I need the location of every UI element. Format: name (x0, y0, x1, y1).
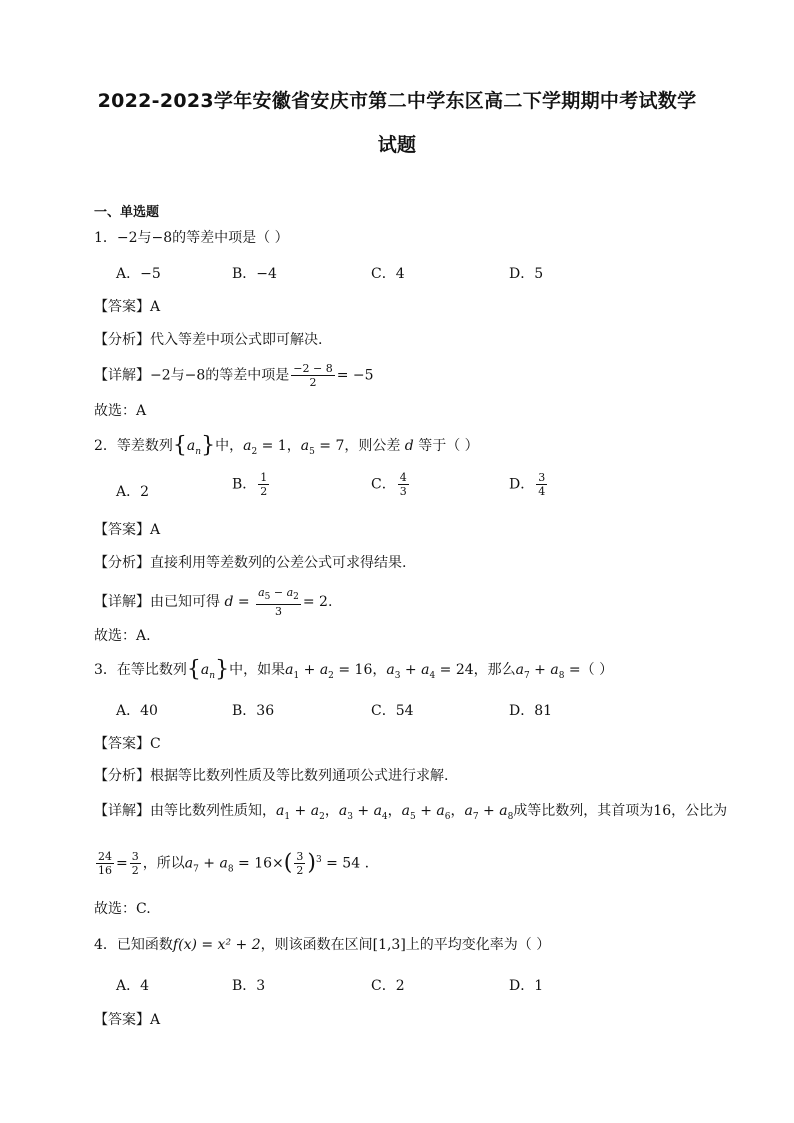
q4-option-c: C．2 (371, 978, 405, 994)
q2-fraction-denominator: 3 (274, 605, 282, 619)
q1-stem: 1．−2与−8的等差中项是（ ） (94, 230, 289, 246)
q1-fraction (291, 362, 334, 389)
q1-fraction-numerator: −2 − 8 (293, 362, 333, 375)
q3-stem-mid: 中，如果 (229, 662, 286, 678)
analysis-tag: 【分析】 (94, 555, 150, 571)
q2-cond1: = 1， (261, 438, 301, 454)
section-heading: 一、单选题 (94, 205, 160, 220)
detail-tag: 【详解】 (94, 594, 150, 611)
q1-options (0, 263, 794, 283)
q3-answer (94, 734, 161, 754)
q4-function: f(x) = x² + 2 (172, 937, 261, 953)
q2-detail-prefix: 由已知可得 (150, 594, 220, 611)
q4-option-a: A．4 (116, 978, 150, 994)
q3-option-c: C．54 (371, 703, 414, 719)
answer-tag: 【答案】 (94, 522, 150, 538)
q2-option-a: A．2 (116, 484, 150, 500)
q3-stem: 3．在等比数列$\{a_n\}$中，如果$a_1 + a_2 = 16$，$a_3 + a_4 = 24$，那么$a_7 + a_8$ =（ ） (94, 657, 614, 682)
q3-options (0, 700, 794, 720)
q2-answer (94, 520, 160, 540)
detail-tag: 【详解】 (94, 803, 150, 819)
q3-exponent: 3 (315, 855, 322, 865)
q1-detail-prefix: −2与−8的等差中项是 (150, 367, 290, 384)
q3-detail-prefix: 由等比数列性质知， (150, 803, 276, 819)
q2-detail: 【详解】由已知可得 d = $\frac{a_5 - a_2}{3}$ = 2. (94, 586, 333, 619)
q2-option-b: B． $\frac{1}{2}$ (232, 471, 268, 498)
q3-detail-mid: 成等比数列，其首项为16，公比为 (513, 803, 728, 819)
q4-option-d: D．1 (509, 978, 544, 994)
detail-tag: 【详解】 (94, 367, 150, 384)
q1-answer (94, 297, 160, 317)
q3-stem-prefix: 3．在等比数列 (94, 662, 187, 678)
q3-detail-continued: $\frac{24}{16}$ = $\frac{3}{2}$ ，所以$a_7 + a_8 = 16\times$( $\frac{3}{2}$ )$^3$ = 54 . (98, 850, 370, 878)
q1-choose: 故选：A (94, 403, 147, 419)
q3-analysis-text: 根据等比数列性质及等比数列通项公式进行求解. (150, 768, 449, 784)
q4-answer (94, 1010, 160, 1030)
q2-stem: 2．等差数列$\{a_n\}$中，$a_2 = 1$，$a_5 = 7$，则公差 d 等于（ ） (94, 433, 479, 458)
q1-detail (94, 362, 374, 389)
q3-stem-suffix: =（ ） (568, 662, 614, 678)
q3-detail: 【详解】由等比数列性质知，$a_1 + a_2$，$a_3 + a_4$，$a_5 + a_6$，$a_7 + a_8$成等比数列，其首项为16，公比为 (94, 803, 728, 822)
q1-option-a: A．−5 (116, 266, 161, 282)
analysis-tag: 【分析】 (94, 332, 150, 348)
q3-ratio-fraction: $\frac{24}{16}$ (98, 850, 112, 878)
answer-tag: 【答案】 (94, 736, 150, 752)
q3-option-d: D．81 (509, 703, 553, 719)
q1-analysis (94, 330, 322, 350)
q2-stem-mid: 中， (215, 438, 244, 454)
q3-choose: 故选：C. (94, 901, 151, 917)
q4-answer-value: A (150, 1012, 161, 1028)
q3-answer-value: C (150, 736, 161, 752)
q2-option-d-fraction: $\frac{3}{4}$ (538, 471, 546, 498)
q2-stem-suffix: 等于（ ） (418, 438, 479, 454)
q2-analysis-text: 直接利用等差数列的公差公式可求得结果. (150, 555, 407, 571)
q2-options (0, 471, 794, 501)
q1-answer-value: A (150, 299, 161, 315)
document-title-line1: 2022-2023学年安徽省安庆市第二中学东区高二下学期期中考试数学 (97, 90, 697, 112)
q4-stem (94, 935, 550, 955)
q2-option-c: C． $\frac{4}{3}$ (371, 471, 407, 498)
q4-stem-suffix: ，则该函数在区间[1,3]上的平均变化率为（ ） (260, 937, 551, 953)
q4-stem-prefix: 4．已知函数 (94, 937, 173, 953)
q2-option-b-fraction: $\frac{1}{2}$ (260, 471, 268, 498)
q2-stem-prefix: 2．等差数列 (94, 438, 173, 454)
q1-option-d: D．5 (509, 266, 544, 282)
q1-detail-suffix: = −5 (336, 367, 374, 384)
q3-option-b: B．36 (232, 703, 275, 719)
answer-tag: 【答案】 (94, 299, 150, 315)
q2-choose: 故选：A. (94, 628, 151, 644)
document-title-line2: 试题 (377, 134, 417, 156)
q2-fraction: $\frac{a_5 - a_2}{3}$ (258, 586, 299, 619)
q3-power-base: $\frac{3}{2}$ (296, 850, 304, 878)
q1-fraction-denominator: 2 (309, 376, 317, 389)
q2-option-d: D． $\frac{3}{4}$ (509, 471, 546, 498)
q2-answer-value: A (150, 522, 161, 538)
q2-analysis (94, 553, 406, 573)
q1-analysis-text: 代入等差中项公式即可解决. (150, 332, 323, 348)
q4-option-b: B．3 (232, 978, 266, 994)
analysis-tag: 【分析】 (94, 768, 150, 784)
q3-eq1: = 16， (338, 662, 387, 678)
q3-eq2: = 24，那么 (439, 662, 516, 678)
q4-options (0, 975, 794, 995)
q1-option-c: C．4 (371, 266, 405, 282)
q2-detail-suffix: = 2. (302, 594, 333, 611)
q3-ratio-simplified: $\frac{3}{2}$ (131, 850, 139, 878)
q3-option-a: A．40 (116, 703, 158, 719)
answer-tag: 【答案】 (94, 1012, 150, 1028)
q1-option-b: B．−4 (232, 266, 277, 282)
q2-option-c-fraction: $\frac{4}{3}$ (399, 471, 407, 498)
q2-cond2: = 7，则公差 (319, 438, 401, 454)
q3-analysis (94, 766, 448, 786)
